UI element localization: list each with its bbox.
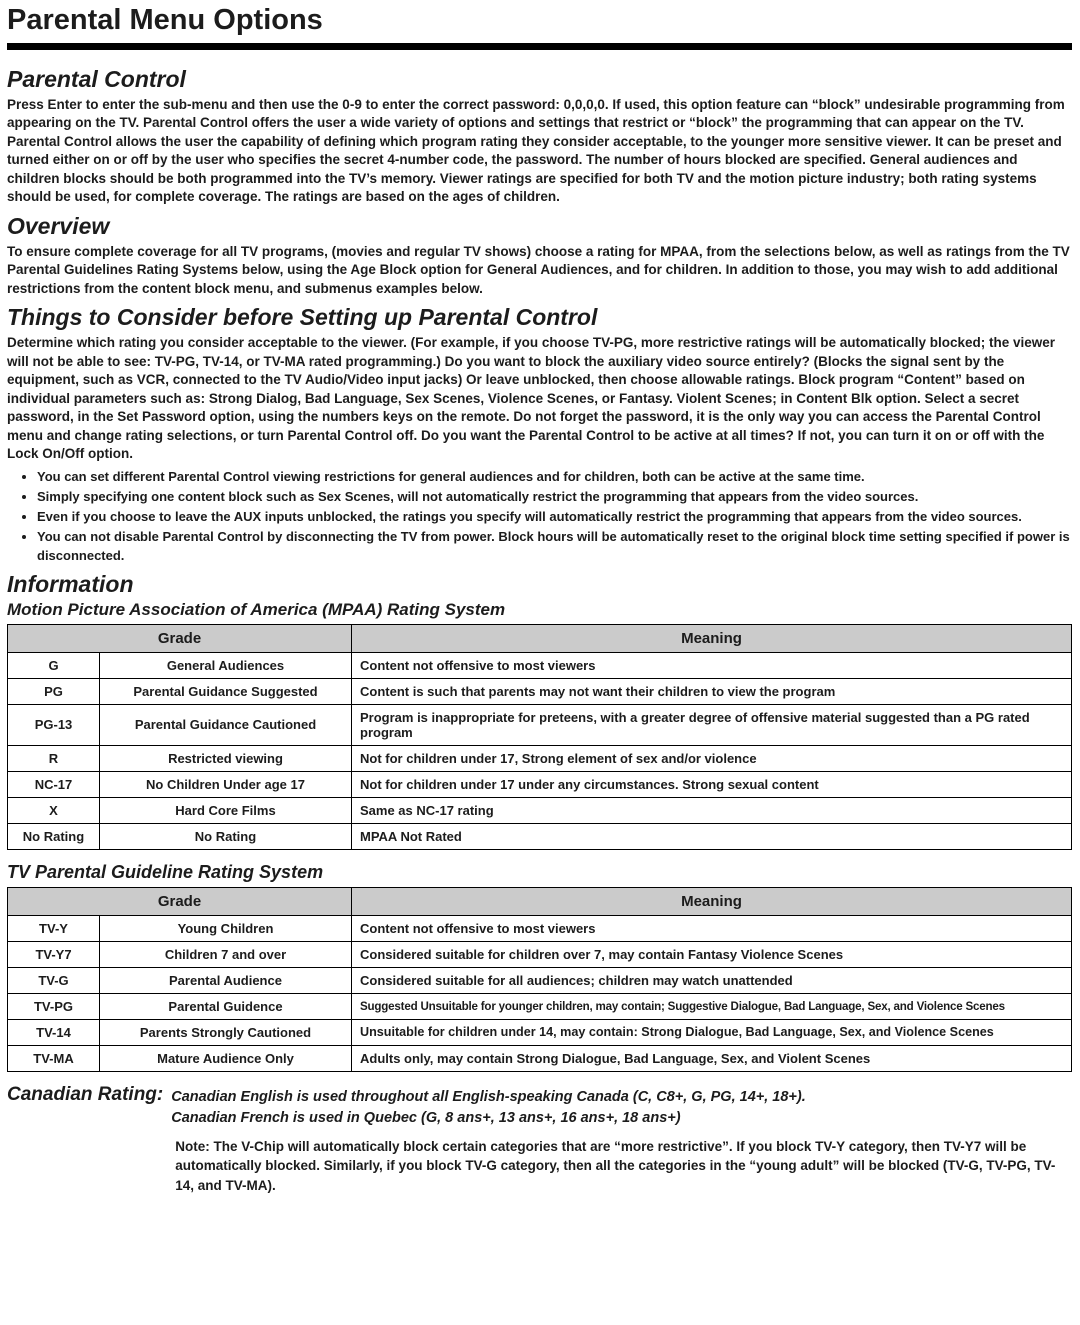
table-row — [8, 823, 1072, 849]
tv-table-heading: TV Parental Guideline Rating System — [7, 861, 324, 882]
section-heading-parental-control: Parental Control — [7, 66, 186, 92]
canadian-rating-label: Canadian Rating: — [7, 1083, 164, 1105]
grade-name: Parental Guidence — [100, 993, 352, 1019]
section-heading-things-to-consider: Things to Consider before Setting up Parental Control — [7, 304, 598, 331]
grade-code: PG-13 — [8, 704, 100, 745]
title-rule — [7, 43, 1072, 50]
table-header-row — [8, 624, 1072, 652]
tv-rating-table — [7, 887, 1072, 1072]
overview-paragraph: To ensure complete coverage for all TV programs, (movies and regular TV shows) choose a rating for MPAA, from the selections below, as well as ratings from the TV Parental Guidelines Rating Systems below, using the Age Block option for General Audiences, and for children. In addition to those, you may wish to add additional restrictions from the content block menu, and submenus examples below. — [7, 243, 1070, 296]
table-row — [8, 1045, 1072, 1071]
grade-meaning: MPAA Not Rated — [352, 823, 1072, 849]
column-header-grade: Grade — [8, 887, 352, 915]
grade-name: Parental Guidance Suggested — [100, 678, 352, 704]
canadian-rating-lines — [171, 1084, 1072, 1196]
list-item: • You can set different Parental Control viewing restrictions for general audiences and for children, both can be active at the same time. — [37, 468, 1072, 486]
grade-name: Young Children — [100, 915, 352, 941]
grade-code: TV-PG — [8, 993, 100, 1019]
vchip-note — [175, 1137, 1072, 1196]
grade-code: G — [8, 652, 100, 678]
grade-meaning: Content not offensive to most viewers — [352, 652, 1072, 678]
grade-meaning: Content is such that parents may not want their children to view the program — [352, 678, 1072, 704]
grade-meaning: Suggested Unsuitable for younger children, may contain; Suggestive Dialogue, Bad Language, Sex, and Violence Scenes — [352, 993, 1072, 1019]
grade-name: Mature Audience Only — [100, 1045, 352, 1071]
mpaa-table-heading: Motion Picture Association of America (MPAA) Rating System — [7, 599, 506, 619]
grade-name: Parental Audience — [100, 967, 352, 993]
grade-code: No Rating — [8, 823, 100, 849]
grade-name: Restricted viewing — [100, 745, 352, 771]
canadian-rating-block — [7, 1084, 1072, 1196]
column-header-grade: Grade — [8, 624, 352, 652]
table-row — [8, 704, 1072, 745]
note-text: The V-Chip will automatically block certain categories that are “more restrictive”. If you block TV-Y category, then TV-Y7 will be automatically blocked. Similarly, if you block TV-G category, then all the categories in the “young adult” will be blocked (TV-G, TV-PG, TV-14, and TV-MA). — [175, 1138, 1056, 1193]
grade-name: No Children Under age 17 — [100, 771, 352, 797]
grade-code: TV-G — [8, 967, 100, 993]
table-row — [8, 745, 1072, 771]
grade-meaning: Considered suitable for children over 7, may contain Fantasy Violence Scenes — [352, 941, 1072, 967]
table-row — [8, 1019, 1072, 1045]
table-row — [8, 993, 1072, 1019]
grade-meaning: Content not offensive to most viewers — [352, 915, 1072, 941]
table-header-row — [8, 887, 1072, 915]
table-row — [8, 797, 1072, 823]
grade-name: Parental Guidance Cautioned — [100, 704, 352, 745]
grade-meaning: Program is inappropriate for preteens, with a greater degree of offensive material suggested than a PG rated program — [352, 704, 1072, 745]
table-row — [8, 941, 1072, 967]
things-to-consider-bullets — [7, 468, 1072, 565]
grade-code: R — [8, 745, 100, 771]
grade-name: Parents Strongly Cautioned — [100, 1019, 352, 1045]
grade-code: PG — [8, 678, 100, 704]
table-row — [8, 678, 1072, 704]
note-label: Note: — [175, 1138, 210, 1154]
grade-code: X — [8, 797, 100, 823]
grade-meaning: Not for children under 17, Strong element of sex and/or violence — [352, 745, 1072, 771]
grade-meaning: Unsuitable for children under 14, may contain: Strong Dialogue, Bad Language, Sex, and Violence Scenes — [352, 1019, 1072, 1045]
grade-meaning: Not for children under 17 under any circumstances. Strong sexual content — [352, 771, 1072, 797]
grade-code: TV-Y7 — [8, 941, 100, 967]
grade-meaning: Adults only, may contain Strong Dialogue, Bad Language, Sex, and Violent Scenes — [352, 1045, 1072, 1071]
grade-name: General Audiences — [100, 652, 352, 678]
grade-meaning: Same as NC-17 rating — [352, 797, 1072, 823]
mpaa-rating-table — [7, 624, 1072, 850]
things-to-consider-paragraph: Determine which rating you consider acceptable to the viewer. (For example, if you choose TV-PG, more restrictive ratings will be automatically blocked; the viewer will not be able to see: TV-PG, TV-14, or TV-MA rated programming.) Do you want to block the auxiliary video source entirely? (Blocks the signal sent by the equipment, such as VCR, connected to the TV Audio/Video input jacks) Or leave unblocked, then choose allowable ratings. Block program “Content” based on individual parameters such as: Strong Dialog, Bad Language, Sex Scenes, Violence Scenes, or Fantasy. Violent Scenes; in Content Blk option. Select a secret password, in the Set Password option, using the numbers keys on the remote. Do not forget the password, it is the only way you can access the Parental Control menu and change rating selections, or turn Parental Control off. Do you want the Parental Control to be active at all times? If not, you can turn it on or off with the Lock On/Off option. — [7, 335, 1056, 462]
table-row — [8, 915, 1072, 941]
page-title: Parental Menu Options — [7, 4, 323, 36]
section-heading-overview: Overview — [7, 212, 110, 239]
grade-code: TV-MA — [8, 1045, 100, 1071]
section-heading-information: Information — [7, 570, 134, 597]
list-item: • You can not disable Parental Control by disconnecting the TV from power. Block hours will be automatically reset to the original block time setting specified if power is disconnected. — [37, 528, 1072, 564]
grade-name: Children 7 and over — [100, 941, 352, 967]
column-header-meaning: Meaning — [352, 624, 1072, 652]
column-header-meaning: Meaning — [352, 887, 1072, 915]
grade-code: NC-17 — [8, 771, 100, 797]
grade-name: No Rating — [100, 823, 352, 849]
list-item: • Simply specifying one content block such as Sex Scenes, will not automatically restrict the programming that appears from the video sources. — [37, 488, 1072, 506]
grade-name: Hard Core Films — [100, 797, 352, 823]
canadian-english-line: Canadian English is used throughout all English-speaking Canada (C, C8+, G, PG, 14+, 18+). — [171, 1088, 806, 1105]
table-row — [8, 967, 1072, 993]
grade-code: TV-Y — [8, 915, 100, 941]
grade-code: TV-14 — [8, 1019, 100, 1045]
canadian-french-line: Canadian French is used in Quebec (G, 8 ans+, 13 ans+, 16 ans+, 18 ans+) — [171, 1109, 681, 1126]
grade-meaning: Considered suitable for all audiences; children may watch unattended — [352, 967, 1072, 993]
list-item: • Even if you choose to leave the AUX inputs unblocked, the ratings you specify will automatically restrict the programming that appears from the video sources. — [37, 508, 1072, 526]
table-row — [8, 771, 1072, 797]
parental-control-paragraph: Press Enter to enter the sub-menu and then use the 0-9 to enter the correct password: 0,0,0,0. If used, this option feature can “block” undesirable programming from appearing on the TV. Parental Control offers the user a wide variety of options and settings that restrict or “block” the programming that can appear on the TV. Parental Control allows the user the capability of defining which program rating they consider acceptable, to the younger more sensitive viewer. It can be preset and turned either on or off by the user who specifies the secret 4-number code, the password. The number of hours blocked are specified. General audiences and children blocks should be both programmed into the TV’s memory. Viewer ratings are specified for both TV and the motion picture industry; both rating systems should be used, for complete coverage. The ratings are based on the ages of children. — [7, 97, 1065, 205]
table-row — [8, 652, 1072, 678]
